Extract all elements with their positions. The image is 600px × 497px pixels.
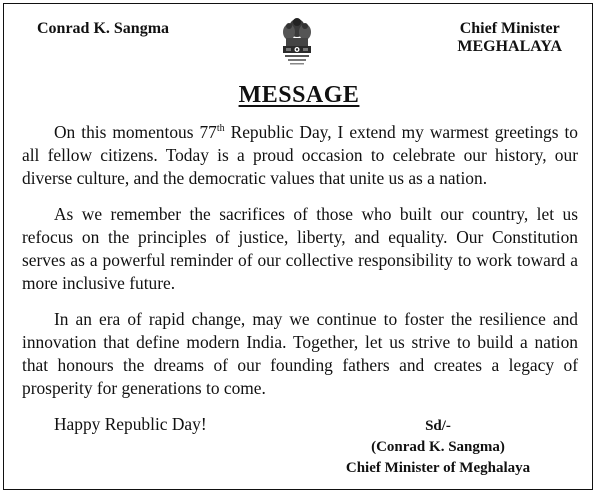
heading-text: MESSAGE xyxy=(238,82,360,108)
message-frame xyxy=(3,3,593,490)
letterhead xyxy=(4,4,594,84)
message-body xyxy=(22,121,578,436)
signature-sd: Sd/- xyxy=(425,418,451,434)
closing-line: Happy Republic Day! xyxy=(54,414,207,434)
paragraph-1 xyxy=(22,121,578,190)
signatory-name: (Conrad K. Sangma) xyxy=(371,439,505,455)
signature-block xyxy=(318,416,558,479)
paragraph-3: In an era of rapid change, may we continue to foster the resilience and innovation that define modern India. Together, let us strive to build a nation that honours the dreams of our founding fathers and creates a legacy of prosperity for generations to come. xyxy=(22,309,578,398)
ordinal-suffix: th xyxy=(216,123,225,134)
national-emblem-icon xyxy=(279,14,315,78)
designation-line-2: MEGHALAYA xyxy=(457,38,562,55)
signatory-designation: Chief Minister of Meghalaya xyxy=(345,460,531,476)
paragraph-1-start: On this momentous 77 xyxy=(54,122,217,142)
sender-designation xyxy=(457,20,562,56)
paragraph-1-rest: Republic Day, I extend my warmest greetings to all fellow citizens. Today is a proud occasion to celebrate our history, our diverse culture, and the democratic values that unite us as a nation. xyxy=(22,122,578,188)
message-heading xyxy=(4,82,594,109)
paragraph-2: As we remember the sacrifices of those who built our country, let us refocus on the principles of justice, liberty, and equality. Our Constitution serves as a powerful reminder of our collective responsibility to work toward a more inclusive future. xyxy=(22,204,578,293)
designation-line-1: Chief Minister xyxy=(459,20,560,37)
sender-name: Conrad K. Sangma xyxy=(37,20,170,37)
